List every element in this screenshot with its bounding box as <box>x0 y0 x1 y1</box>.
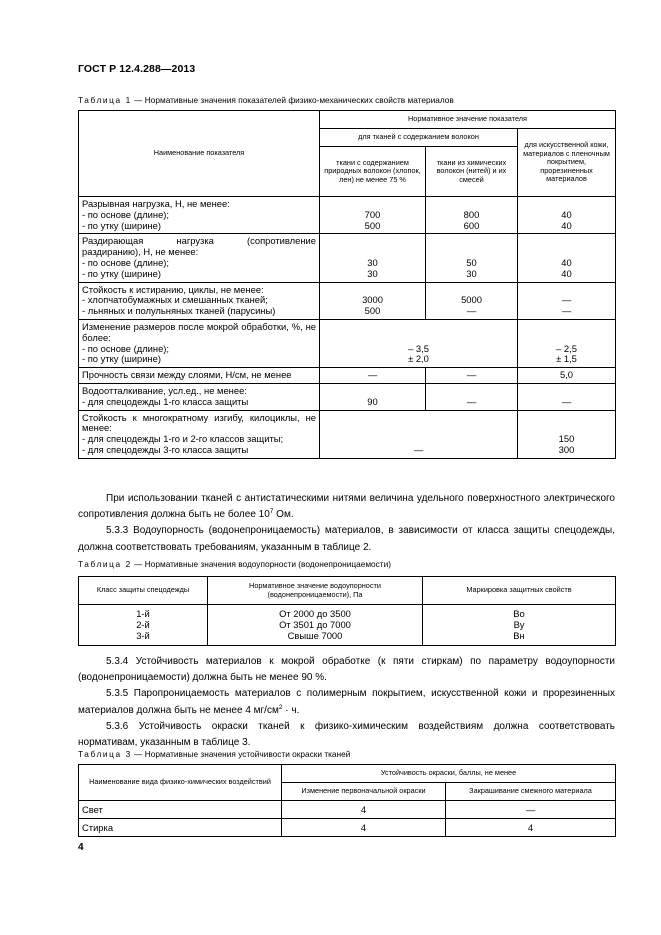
body-text-block-2 <box>78 654 615 751</box>
table1-row-name <box>79 282 320 319</box>
table1-cell <box>426 197 518 234</box>
cell-value: От 3501 до 7000 <box>279 618 351 630</box>
table1-row <box>79 197 616 234</box>
table3-header-name: Наименование вида физико-химических воздействий <box>79 765 282 801</box>
table1-cell: 90 <box>320 383 426 410</box>
cell-value: 30 <box>466 267 477 279</box>
cell-value: 3-й <box>136 629 150 641</box>
paragraph-5-3-5 <box>78 686 615 718</box>
table1-row-name <box>79 319 320 367</box>
table2-caption-text: — Нормативные значения водоупорности (водонепроницаемости) <box>131 559 392 569</box>
cell-value: 5000 <box>461 294 482 306</box>
paragraph-5-3-4: 5.3.4 Устойчивость материалов к мокрой обработке (к пяти стиркам) по параметру водоупорности (водонепроницаемости) должна быть не менее 90 %. <box>78 656 615 684</box>
cell-value: 3000 <box>362 294 383 306</box>
text-line: - по утку (ширине) <box>82 219 161 231</box>
table1-row-name <box>79 197 320 234</box>
table1-cell: — <box>518 383 616 410</box>
cell-value: Свыше 7000 <box>287 629 343 641</box>
table1-row <box>79 410 616 458</box>
cell-value: От 2000 до 3500 <box>279 608 351 619</box>
table1-header-chemical: ткани из химических волокон (нитей) и их смесей <box>426 147 518 197</box>
table1-caption-text: — Нормативные значения показателей физико-механических свойств материалов <box>131 95 454 105</box>
cell-value: Ву <box>513 618 525 630</box>
table3-caption-text: — Нормативные значения устойчивости окраски тканей <box>131 749 351 759</box>
table2-body <box>79 605 616 646</box>
table3-caption <box>78 749 350 759</box>
document-header: ГОСТ Р 12.4.288—2013 <box>78 63 196 75</box>
table2-cell <box>208 605 423 646</box>
table1-cell <box>426 282 518 319</box>
table3-caption-label: Таблица 3 <box>78 749 132 759</box>
table3-header-col1: Изменение первоначальной окраски <box>282 783 446 801</box>
table1-row-name <box>79 368 320 384</box>
text-line: - по основе (длине); <box>82 208 170 220</box>
cell-value: 30 <box>367 267 378 279</box>
table3-header-col2: Закрашивание смежного материала <box>446 783 616 801</box>
body-text-block-1 <box>78 491 615 556</box>
superscript: 7 <box>269 508 274 516</box>
table3-cell: — <box>446 801 616 819</box>
text-line: - хлопчатобумажных и смешанных тканей; <box>82 294 268 306</box>
table1-cell: — <box>320 368 426 384</box>
paragraph-antistatic <box>78 491 615 523</box>
cell-value: 800 <box>463 208 480 220</box>
text-line: Прочность связи между слоями, Н/см, не менее <box>82 369 292 381</box>
text-line: - для спецодежды 3-го класса защиты <box>82 443 249 455</box>
table3 <box>78 764 616 837</box>
text-line: - по утку (ширине) <box>82 353 161 365</box>
table1-header-natural: ткани с содержанием природных волокон (хлопок, лен) не менее 75 % <box>320 147 426 197</box>
superscript: 2 <box>278 703 283 711</box>
table1-row <box>79 368 616 384</box>
text-line: Водоотталкивание, усл.ед., не менее: <box>82 384 247 396</box>
table2-header: Нормативное значение водоупорности (водонепроницаемости), Па <box>208 577 423 605</box>
cell-value: — <box>561 294 572 306</box>
cell-value: 30 <box>367 256 378 268</box>
table1-row-name <box>79 410 320 458</box>
text-line: Раздирающая нагрузка (сопротивление раздиранию), Н, не менее: <box>82 235 316 258</box>
cell-value: 2-й <box>136 618 150 630</box>
table1-cell <box>518 197 616 234</box>
cell-value: 300 <box>558 443 575 455</box>
table3-row <box>79 801 616 819</box>
table1-cell: — <box>320 410 518 458</box>
table1-row-name <box>79 234 320 282</box>
cell-value: ± 2,0 <box>408 353 429 365</box>
cell-value: 700 <box>364 208 381 220</box>
cell-value: — <box>561 305 572 317</box>
table1-cell: 5,0 <box>518 368 616 384</box>
table1-header-norm: Нормативное значение показателя <box>320 111 616 129</box>
cell-value: ± 1,5 <box>556 353 577 365</box>
paragraph-text: Ом. <box>273 509 294 521</box>
table1-cell: — <box>426 383 518 410</box>
table1-cell <box>320 234 426 282</box>
cell-value: 1-й <box>136 608 150 619</box>
table1-cell <box>518 410 616 458</box>
text-line: Изменение размеров после мокрой обработки, %, не более: <box>82 320 316 343</box>
cell-value: 40 <box>561 256 572 268</box>
cell-value: 50 <box>466 256 477 268</box>
text-line: - по основе (длине); <box>82 342 170 354</box>
table1-cell <box>426 234 518 282</box>
table3-cell: 4 <box>446 819 616 837</box>
text-line: Стойкость к многократному изгибу, килоциклы, не менее: <box>82 411 316 434</box>
table1-header-artificial: для искусственной кожи, материалов с пленочным покрытием, прорезиненных материалов <box>518 129 616 197</box>
table1-cell <box>518 234 616 282</box>
table1-row <box>79 282 616 319</box>
text-line: Разрывная нагрузка, Н, не менее: <box>82 198 230 209</box>
paragraph-text: 5.3.5 Паропроницаемость материалов с полимерным покрытием, искусственной кожи и прорезиненных материалов должна быть не менее 4 мг/см <box>78 688 615 716</box>
table3-row <box>79 819 616 837</box>
table1-row <box>79 319 616 367</box>
table1-cell <box>518 319 616 367</box>
table1-row-name <box>79 383 320 410</box>
table1-row <box>79 234 616 282</box>
table1-row <box>79 383 616 410</box>
table1-cell <box>320 197 426 234</box>
table1-header-name: Наименование показателя <box>79 111 320 197</box>
table1-cell: — <box>426 368 518 384</box>
cell-value: 40 <box>561 208 572 220</box>
paragraph-5-3-6: 5.3.6 Устойчивость окраски тканей к физико-химическим воздействиям должна соответствовать нормативам, указанным в таблице 3. <box>78 720 615 749</box>
text-line: - по основе (длине); <box>82 256 170 268</box>
cell-value: – 3,5 <box>408 342 429 354</box>
text-line: Стойкость к истиранию, циклы, не менее: <box>82 283 264 295</box>
table2-cell <box>423 605 616 646</box>
cell-value: 500 <box>364 305 381 317</box>
table2-header: Класс защиты спецодежды <box>79 577 208 605</box>
paragraph-text: При использовании тканей с антистатическими нитями величина удельного поверхностного электрического сопротивления должна быть не более 10 <box>78 493 615 521</box>
table1 <box>78 110 616 459</box>
page-number: 4 <box>78 842 84 853</box>
table1-caption <box>78 95 454 105</box>
table1-caption-label: Таблица 1 <box>78 95 132 105</box>
text-line: - для спецодежды 1-го класса защиты <box>82 395 249 407</box>
table3-cell: Свет <box>79 801 282 819</box>
text-line: - льняных и полульняных тканей (парусины) <box>82 305 276 317</box>
paragraph-5-3-3: 5.3.3 Водоупорность (водонепроницаемость) материалов, в зависимости от класса защиты спецодежды, должна соответствовать требованиям, указанным в таблице 2. <box>78 525 615 553</box>
table2-cell <box>79 605 208 646</box>
table2-caption-label: Таблица 2 <box>78 559 132 569</box>
table3-cell: 4 <box>282 801 446 819</box>
paragraph-text: · ч. <box>282 704 300 716</box>
cell-value: 40 <box>561 267 572 279</box>
cell-value: 150 <box>558 433 575 445</box>
table2-caption <box>78 559 391 569</box>
table3-header-group: Устойчивость окраски, баллы, не менее <box>282 765 616 783</box>
table1-cell <box>320 319 518 367</box>
table1-header-fiber: для тканей с содержанием волокон <box>320 129 518 147</box>
cell-value: 600 <box>463 219 480 231</box>
table1-cell <box>518 282 616 319</box>
cell-value: 40 <box>561 219 572 231</box>
cell-value: Во <box>513 608 525 619</box>
cell-value: – 2,5 <box>556 342 577 354</box>
table1-cell <box>320 282 426 319</box>
table3-cell: Стирка <box>79 819 282 837</box>
text-line: - по утку (ширине) <box>82 267 161 279</box>
table3-cell: 4 <box>282 819 446 837</box>
cell-value: Вн <box>513 629 525 641</box>
text-line: - для спецодежды 1-го и 2-го классов защиты; <box>82 433 284 445</box>
cell-value: — <box>466 305 477 317</box>
table2 <box>78 576 616 646</box>
table2-header: Маркировка защитных свойств <box>423 577 616 605</box>
cell-value: 500 <box>364 219 381 231</box>
